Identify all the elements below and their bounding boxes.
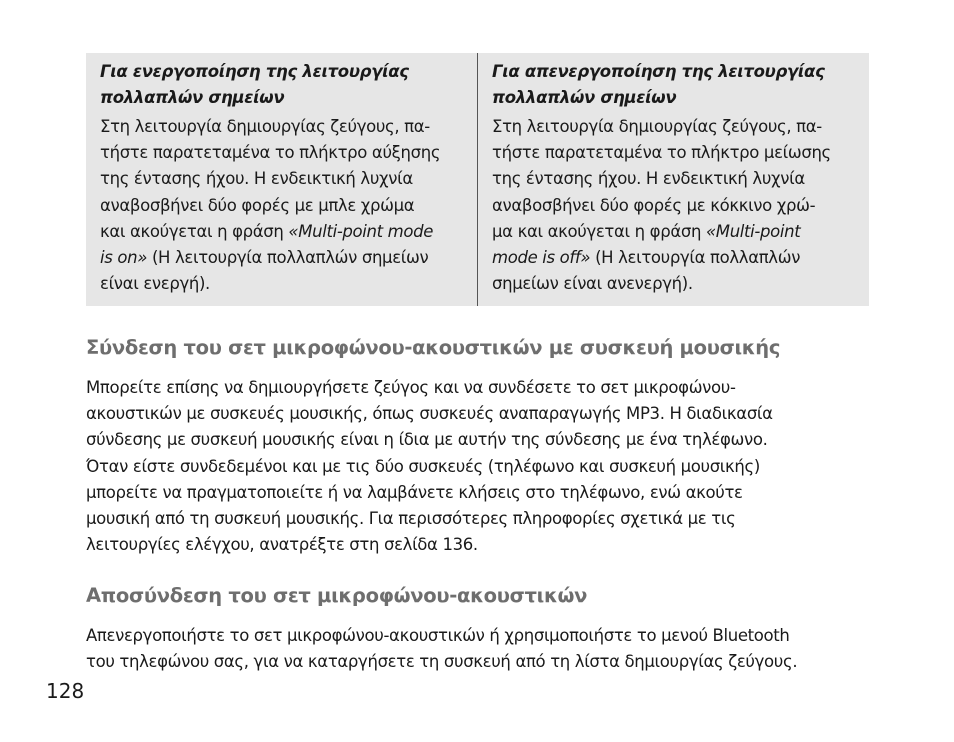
disable-multipoint-column (478, 53, 869, 306)
title-line: πολλαπλών σημείων (100, 88, 285, 107)
title-line: πολλαπλών σημείων (492, 88, 677, 107)
disconnect-paragraph (86, 623, 876, 675)
music-device-heading: Σύνδεση του σετ μικροφώνου-ακουστικών με συσκευή μουσικής (86, 336, 781, 359)
text-line: του τηλεφώνου σας, για να καταργήσετε τη συσκευή από τη λίστα δημιουργίας ζεύγους. (86, 652, 798, 672)
text-line: ακουστικών με συσκευές μουσικής, όπως συσκευές αναπαραγωγής MP3. Η διαδικασία (86, 404, 773, 424)
voice-prompt-text: is on» (100, 248, 148, 268)
disconnect-heading: Αποσύνδεση του σετ μικροφώνου-ακουστικών (86, 584, 588, 607)
text-line: Μπορείτε επίσης να δημιουργήσετε ζεύγος και να συνδέσετε το σετ μικροφώνου- (86, 378, 736, 397)
text-line: σύνδεσης με συσκευή μουσικής είναι η ίδια με αυτήν της σύνδεσης με ένα τηλέφωνο. (86, 430, 768, 450)
instruction-table (86, 53, 869, 306)
text-line: αναβοσβήνει δύο φορές με κόκκινο χρώ- (492, 195, 816, 215)
music-device-paragraph (86, 375, 876, 558)
text-line: (Η λειτουργία πολλαπλών (590, 248, 801, 268)
text-line: Στη λειτουργία δημιουργίας ζεύγους, πα- (492, 117, 822, 136)
title-line: Για απενεργοποίηση της λειτουργίας (492, 62, 825, 81)
voice-prompt-text: «Multi-point (705, 221, 801, 241)
enable-multipoint-text (100, 114, 467, 297)
voice-prompt-text: mode is off» (492, 248, 591, 268)
text-line: τήστε παρατεταμένα το πλήκτρο αύξησης (100, 143, 441, 163)
text-line: λειτουργίες ελέγχου, ανατρέξτε στη σελίδα 136. (86, 535, 478, 555)
text-line: της έντασης ήχου. Η ενδεικτική λυχνία (492, 169, 805, 189)
text-line: αναβοσβήνει δύο φορές με μπλε χρώμα (100, 195, 415, 215)
title-line: Για ενεργοποίηση της λειτουργίας (100, 62, 409, 81)
text-line: σημείων είναι ανενεργή). (492, 274, 693, 294)
text-line: (Η λειτουργία πολλαπλών σημείων (147, 248, 429, 268)
disable-multipoint-text (492, 114, 859, 297)
text-line: Απενεργοποιήστε το σετ μικροφώνου-ακουστικών ή χρησιμοποιήστε το μενού Bluetooth (86, 626, 790, 645)
text-line: Όταν είστε συνδεδεμένοι και με τις δύο συσκευές (τηλέφωνο και συσκευή μουσικής) (86, 456, 760, 476)
text-line: είναι ενεργή). (100, 274, 210, 294)
text-line: τήστε παρατεταμένα το πλήκτρο μείωσης (492, 143, 831, 163)
text-line: και ακούγεται η φράση (100, 221, 289, 241)
disable-multipoint-title (492, 59, 859, 111)
text-line: μουσική από τη συσκευή μουσικής. Για περισσότερες πληροφορίες σχετικά με τις (86, 509, 736, 529)
text-line: Στη λειτουργία δημιουργίας ζεύγους, πα- (100, 117, 430, 136)
text-line: μπορείτε να πραγματοποιείτε ή να λαμβάνετε κλήσεις στο τηλέφωνο, ενώ ακούτε (86, 482, 743, 502)
text-line: της έντασης ήχου. Η ενδεικτική λυχνία (100, 169, 413, 189)
voice-prompt-text: «Multi-point mode (288, 221, 434, 241)
page-number: 128 (46, 679, 85, 703)
text-line: μα και ακούγεται η φράση (492, 221, 706, 241)
enable-multipoint-column (86, 53, 478, 306)
enable-multipoint-title (100, 59, 467, 111)
